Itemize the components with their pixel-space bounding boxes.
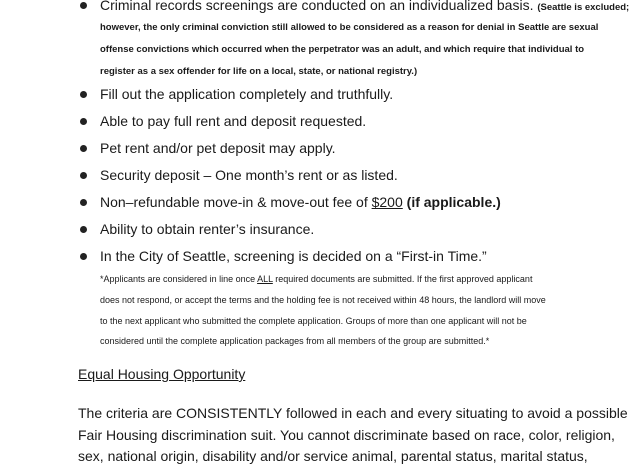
bullet-dot bbox=[80, 199, 87, 206]
bullet-dot bbox=[80, 91, 87, 98]
bullet-dot bbox=[80, 172, 87, 179]
paragraph-line-3: sex, national origin, disability and/or service animal, parental status, marital status, bbox=[78, 448, 588, 464]
bullet-move-fee bbox=[80, 193, 628, 213]
bullet-dot bbox=[80, 226, 87, 233]
all-emphasis: ALL bbox=[257, 274, 273, 284]
bullet-security-deposit bbox=[80, 166, 628, 186]
criminal-note-line-1: however, the only criminal conviction still allowed to be considered as a reason for denial in Seattle are sexual bbox=[100, 22, 599, 33]
bullet-pet-rent bbox=[80, 139, 628, 159]
bullet-text: Non–refundable move-in & move-out fee of $200 (if applicable.) bbox=[100, 194, 501, 210]
applicant-note-line-1: *Applicants are considered in line once ALL required documents are submitted. If the first approved applicant bbox=[100, 274, 533, 284]
bullet-text: Security deposit – One month’s rent or as listed. bbox=[100, 167, 398, 183]
bullet-text: In the City of Seattle, screening is decided on a “First-in Time.” bbox=[100, 248, 487, 264]
paragraph-line-1: The criteria are CONSISTENTLY followed in each and every situating to avoid a possible bbox=[78, 405, 628, 421]
bullet-text: Criminal records screenings are conducted on an individualized basis. (Seattle is excluded; bbox=[100, 0, 630, 13]
criminal-note-line-2: offense convictions which occurred when the perpetrator was an adult, and which require that individual to bbox=[100, 44, 585, 55]
bullet-pay-rent bbox=[80, 112, 628, 132]
applicant-note-line-4: considered until the complete application packages from all members of the group are submitted.* bbox=[100, 336, 490, 346]
paragraph-line-2: Fair Housing discrimination suit. You cannot discriminate based on race, color, religion, bbox=[78, 427, 615, 443]
applicant-note-line-3: to the next applicant who submitted the complete application. Groups of more than one applicant will not be bbox=[100, 316, 527, 326]
criminal-note-line-3: register as a sex offender for life on a local, state, or national registry.) bbox=[100, 66, 418, 77]
bullet-dot bbox=[80, 253, 87, 260]
bullet-text: Able to pay full rent and deposit requested. bbox=[100, 113, 367, 129]
bullet-text: Pet rent and/or pet deposit may apply. bbox=[100, 140, 336, 156]
equal-housing-heading: Equal Housing Opportunity bbox=[78, 366, 246, 382]
bullet-fill-out bbox=[80, 85, 628, 105]
applicant-note-line-2: does not respond, or accept the terms and the holding fee is not received within 48 hours, the landlord will move bbox=[100, 295, 546, 305]
bullet-criminal-records bbox=[80, 0, 628, 16]
fee-amount: $200 bbox=[371, 194, 403, 210]
seattle-excluded-note: (Seattle is excluded; bbox=[537, 2, 630, 13]
bullet-dot bbox=[80, 145, 87, 152]
bullet-text: Ability to obtain renter’s insurance. bbox=[100, 221, 315, 237]
bullet-seattle-first-in-time bbox=[80, 247, 628, 267]
bullet-dot bbox=[80, 118, 87, 125]
bullet-dot bbox=[80, 2, 87, 9]
fee-applicable: (if applicable.) bbox=[402, 194, 501, 210]
bullet-text: Fill out the application completely and truthfully. bbox=[100, 86, 394, 102]
bullet-renters-insurance bbox=[80, 220, 628, 240]
